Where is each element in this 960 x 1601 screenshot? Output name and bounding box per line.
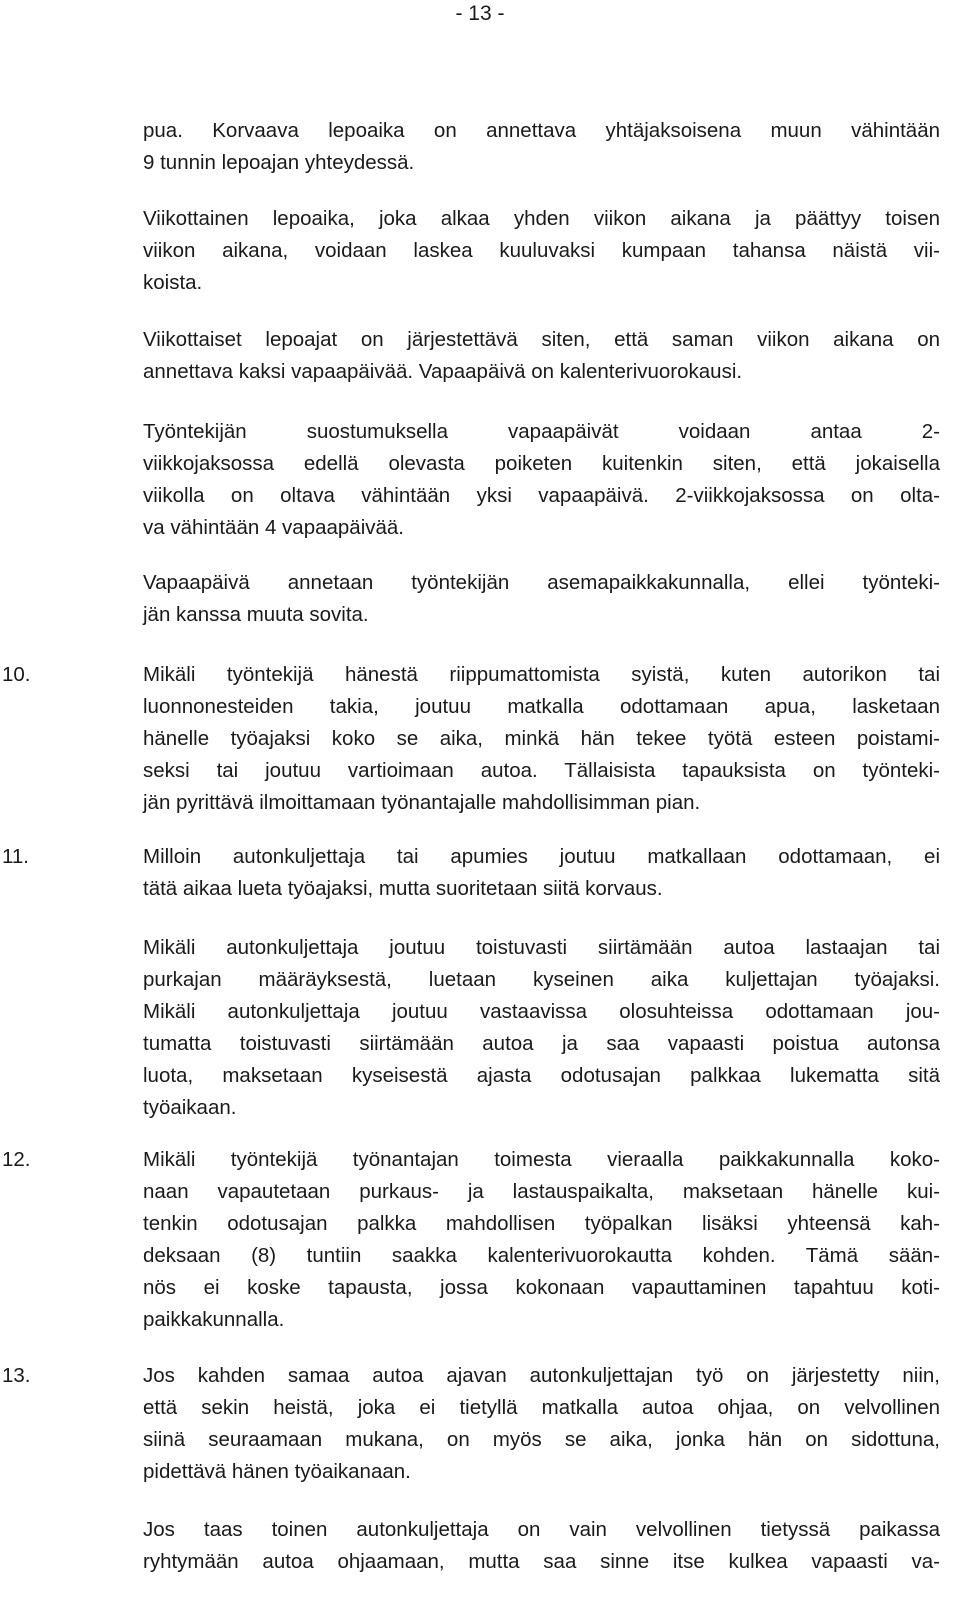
- text-line: jän kanssa muuta sovita.: [143, 603, 369, 626]
- page-number: - 13 -: [455, 2, 505, 25]
- text-line: seksi tai joutuu vartioimaan autoa. Tällaisista tapauksista on työnteki-: [143, 759, 940, 782]
- text-line: tumatta toistuvasti siirtämään autoa ja saa vapaasti poistua autonsa: [143, 1032, 940, 1055]
- text-line: pua. Korvaava lepoaika on annettava yhtäjaksoisena muun vähintään: [143, 119, 940, 142]
- text-line: luonnonesteiden takia, joutuu matkalla odottamaan apua, lasketaan: [143, 695, 940, 718]
- text-line: jän pyrittävä ilmoittamaan työnantajalle mahdollisimman pian.: [143, 791, 701, 814]
- text-line: viikolla on oltava vähintään yksi vapaapäivä. 2-viikkojaksossa on olta-: [143, 484, 940, 507]
- text-line: annettava kaksi vapaapäivää. Vapaapäivä on kalenterivuorokausi.: [143, 360, 743, 383]
- text-line: va vähintään 4 vapaapäivää.: [143, 516, 405, 539]
- text-line: Viikottaiset lepoajat on järjestettävä siten, että saman viikon aikana on: [143, 328, 940, 351]
- text-line: Milloin autonkuljettaja tai apumies joutuu matkallaan odottamaan, ei: [143, 845, 940, 868]
- text-line: 9 tunnin lepoajan yhteydessä.: [143, 151, 415, 174]
- text-line: tätä aikaa lueta työajaksi, mutta suoritetaan siitä korvaus.: [143, 877, 663, 900]
- text-line: nös ei koske tapausta, jossa kokonaan vapauttaminen tapahtuu koti-: [143, 1276, 940, 1299]
- text-line: Jos taas toinen autonkuljettaja on vain velvollinen tietyssä paikassa: [143, 1518, 940, 1541]
- item-number: 12.: [2, 1148, 31, 1171]
- text-line: Jos kahden samaa autoa ajavan autonkuljettajan työ on järjestetty niin,: [143, 1364, 940, 1387]
- text-line: luota, maksetaan kyseisestä ajasta odotusajan palkkaa lukematta sitä: [143, 1064, 940, 1087]
- text-line: Mikäli autonkuljettaja joutuu toistuvasti siirtämään autoa lastaajan tai: [143, 936, 940, 959]
- text-line: purkajan määräyksestä, luetaan kyseinen aika kuljettajan työajaksi.: [143, 968, 940, 991]
- text-line: viikon aikana, voidaan laskea kuuluvaksi kumpaan tahansa näistä vii-: [143, 239, 940, 262]
- item-number: 11.: [2, 845, 29, 868]
- text-line: viikkojaksossa edellä olevasta poiketen kuitenkin siten, että jokaisella: [143, 452, 940, 475]
- text-line: pidettävä hänen työaikanaan.: [143, 1460, 411, 1483]
- text-line: Työntekijän suostumuksella vapaapäivät voidaan antaa 2-: [143, 420, 940, 443]
- text-line: naan vapautetaan purkaus- ja lastauspaikalta, maksetaan hänelle kui-: [143, 1180, 940, 1203]
- text-line: Mikäli työntekijä hänestä riippumattomista syistä, kuten autorikon tai: [143, 663, 940, 686]
- text-line: Mikäli autonkuljettaja joutuu vastaavissa olosuhteissa odottamaan jou-: [143, 1000, 940, 1023]
- text-line: että sekin heistä, joka ei tietyllä matkalla autoa ohjaa, on velvollinen: [143, 1396, 940, 1419]
- text-line: koista.: [143, 271, 203, 294]
- text-line: paikkakunnalla.: [143, 1308, 285, 1331]
- text-line: siinä seuraamaan mukana, on myös se aika, jonka hän on sidottuna,: [143, 1428, 940, 1451]
- text-line: ryhtymään autoa ohjaamaan, mutta saa sinne itse kulkea vapaasti va-: [143, 1550, 940, 1573]
- text-line: Viikottainen lepoaika, joka alkaa yhden viikon aikana ja päättyy toisen: [143, 207, 940, 230]
- text-line: Vapaapäivä annetaan työntekijän asemapaikkakunnalla, ellei työnteki-: [143, 571, 940, 594]
- text-line: tenkin odotusajan palkka mahdollisen työpalkan lisäksi yhteensä kah-: [143, 1212, 940, 1235]
- text-line: Mikäli työntekijä työnantajan toimesta vieraalla paikkakunnalla koko-: [143, 1148, 940, 1171]
- text-line: hänelle työajaksi koko se aika, minkä hän tekee työtä esteen poistami-: [143, 727, 940, 750]
- item-number: 10.: [2, 663, 31, 686]
- text-line: deksaan (8) tuntiin saakka kalenterivuorokautta kohden. Tämä sään-: [143, 1244, 940, 1267]
- item-number: 13.: [2, 1364, 31, 1387]
- text-line: työaikaan.: [143, 1096, 237, 1119]
